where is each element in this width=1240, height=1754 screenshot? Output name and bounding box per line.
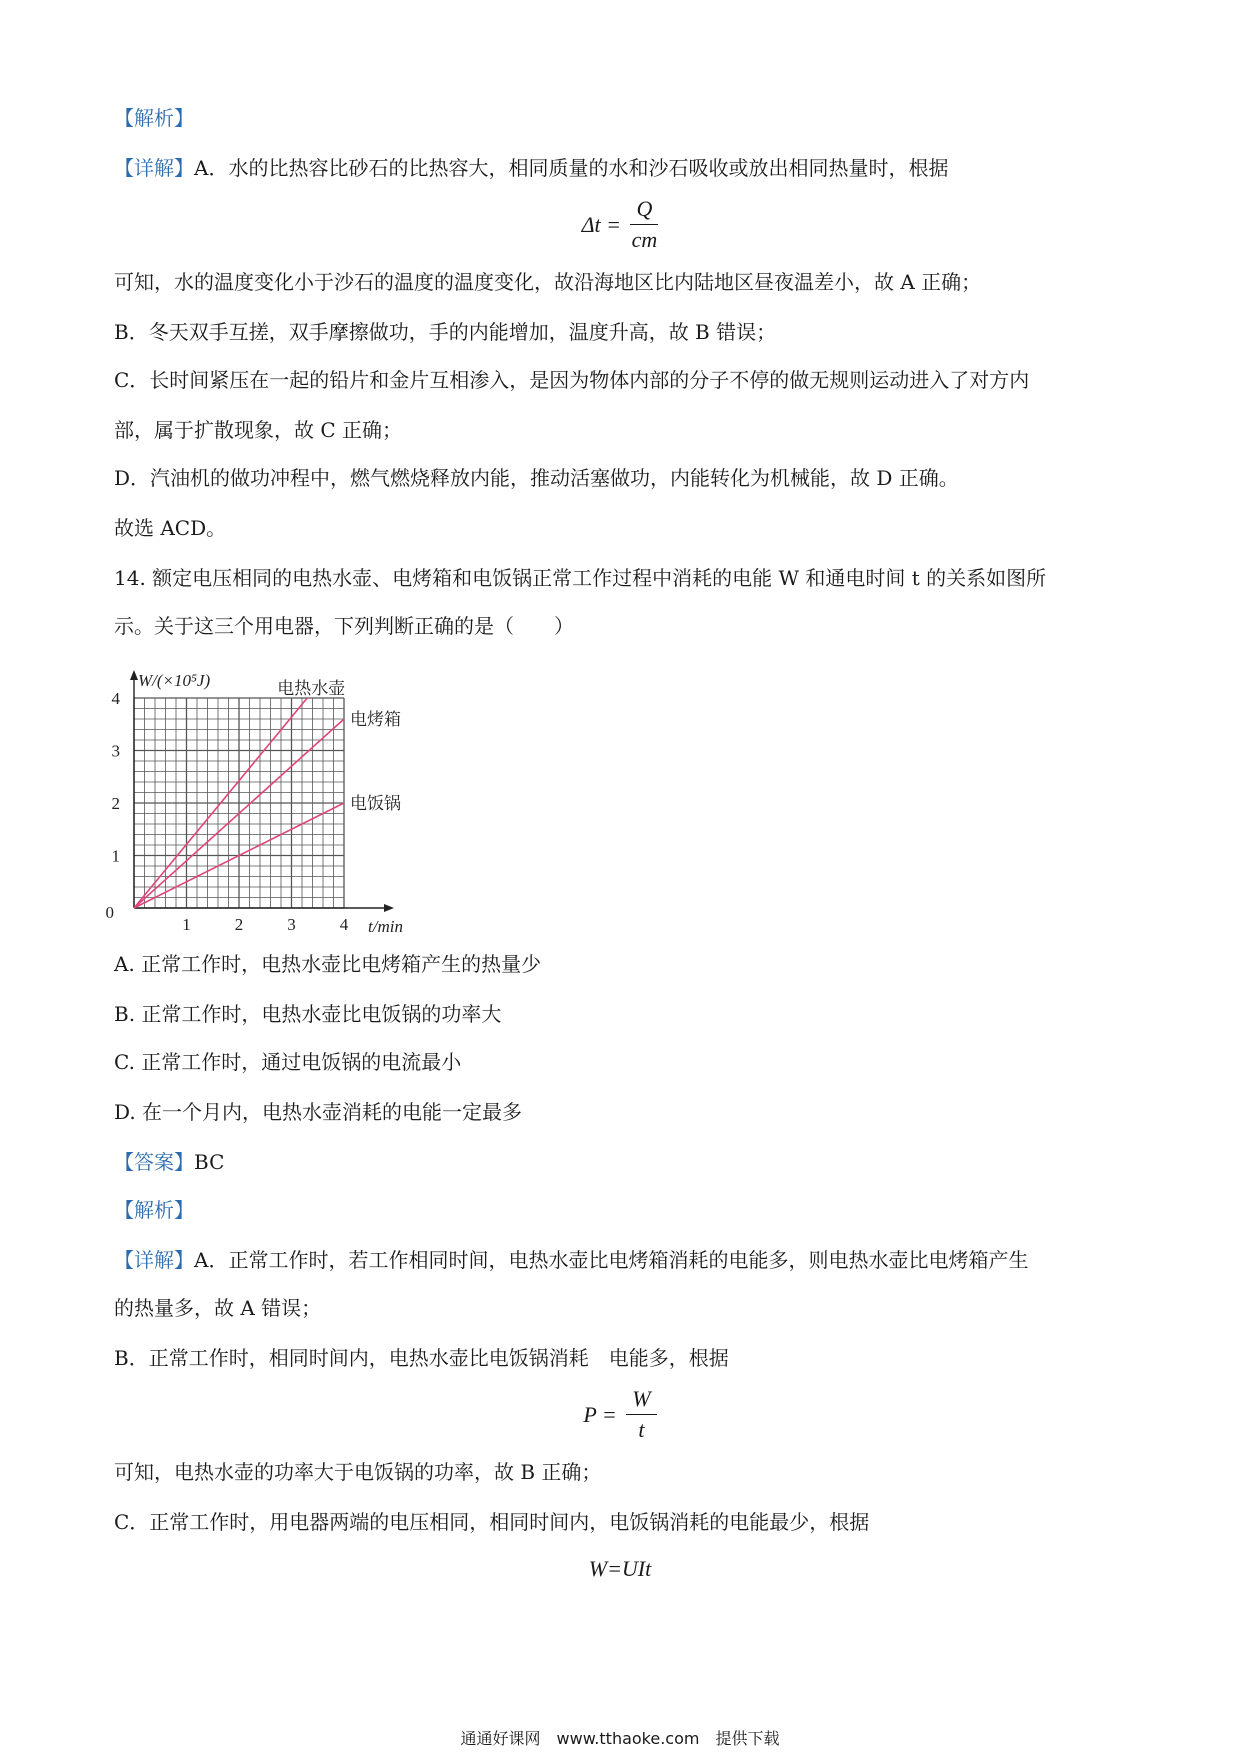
line-C1-2: C．正常工作时，用电器两端的电压相同，相同时间内，电饭锅消耗的电能最少，根据 [114,1510,870,1534]
line-A2: 可知，水的温度变化小于沙石的温度的温度变化，故沿海地区比内陆地区昼夜温差小，故 A 正确； [114,270,982,294]
formula1-den: cm [631,227,658,252]
question-stem-2: 示。关于这三个用电器，下列判断正确的是（ ） [114,614,574,638]
line-B: B．冬天双手互搓，双手摩擦做功，手的内能增加，温度升高，故 B 错误； [114,320,777,344]
option-A: A. 正常工作时，电热水壶比电烤箱产生的热量少 [114,952,542,976]
answer-line [114,1148,224,1176]
answer-tag: 【答案】 [114,1150,194,1174]
series-label: 电饭锅 [350,794,401,814]
origin-label: 0 [105,903,114,922]
y-axis-label: W/(×10⁵J) [138,671,211,690]
detail-A2: 的热量多，故 A 错误； [114,1296,322,1320]
line-B2-2: 可知，电热水壶的功率大于电饭锅的功率，故 B 正确； [114,1460,602,1484]
x-tick-label: 1 [182,915,191,934]
formula2-den: t [638,1417,645,1442]
analysis-tag-1: 【解析】 [114,106,194,130]
line-C2: 部，属于扩散现象，故 C 正确； [114,418,403,442]
question-stem-1: 14. 额定电压相同的电热水壶、电烤箱和电饭锅正常工作过程中消耗的电能 W 和通电时间 t 的关系如图所 [114,566,1047,590]
energy-time-chart [100,660,430,940]
option-D: D. 在一个月内，电热水壶消耗的电能一定最多 [114,1100,523,1124]
footer-text: 通通好课网 www.tthaoke.com 提供下载 [460,1729,780,1748]
series-label: 电烤箱 [350,710,401,730]
line-D: D．汽油机的做功冲程中，燃气燃烧释放内能，推动活塞做功，内能转化为机械能，故 D 正确。 [114,466,959,490]
option-B: B. 正常工作时，电热水壶比电饭锅的功率大 [114,1002,502,1026]
formula2-lhs: P = [583,1401,617,1427]
y-tick-label: 2 [111,794,120,813]
formula2-num: W [626,1384,656,1415]
formula-power [0,1384,1240,1445]
answer-value: BC [194,1150,225,1174]
y-tick-label: 3 [111,741,120,761]
detail-A1-text: A．正常工作时，若工作相同时间，电热水壶比电烤箱消耗的电能多，则电热水壶比电烤箱产生 [194,1248,1029,1272]
formula1-num: Q [630,194,658,225]
conclusion: 故选 ACD。 [114,516,227,540]
y-axis-arrow [130,670,138,680]
formula-energy: W=UIt [588,1556,652,1581]
x-tick-label: 2 [234,915,244,934]
option-C: C. 正常工作时，通过电饭锅的电流最小 [114,1050,462,1074]
detail-tag-2: 【详解】 [114,1248,194,1272]
line-C1: C．长时间紧压在一起的铅片和金片互相渗入，是因为物体内部的分子不停的做无规则运动进入了对方内 [114,368,1030,392]
series-label: 电热水壶 [277,679,346,699]
detail-A-line [114,154,948,182]
x-tick-label: 3 [287,915,296,934]
line-B1-2: B．正常工作时，相同时间内，电热水壶比电饭锅消耗 电能多，根据 [114,1346,729,1370]
x-axis-arrow [384,904,394,912]
formula-delta-t [0,194,1240,255]
analysis-tag-2: 【解析】 [114,1198,194,1222]
detail-A1-line [114,1246,1028,1274]
y-tick-label: 1 [111,846,120,866]
x-axis-label: t/min [368,917,403,936]
y-tick-label: 4 [111,689,120,708]
formula1-lhs: Δt = [581,211,621,237]
detail-tag-1: 【详解】 [114,156,194,180]
detail-A-text: A．水的比热容比砂石的比热容大，相同质量的水和沙石吸收或放出相同热量时，根据 [194,156,949,180]
x-tick-label: 4 [339,915,349,934]
